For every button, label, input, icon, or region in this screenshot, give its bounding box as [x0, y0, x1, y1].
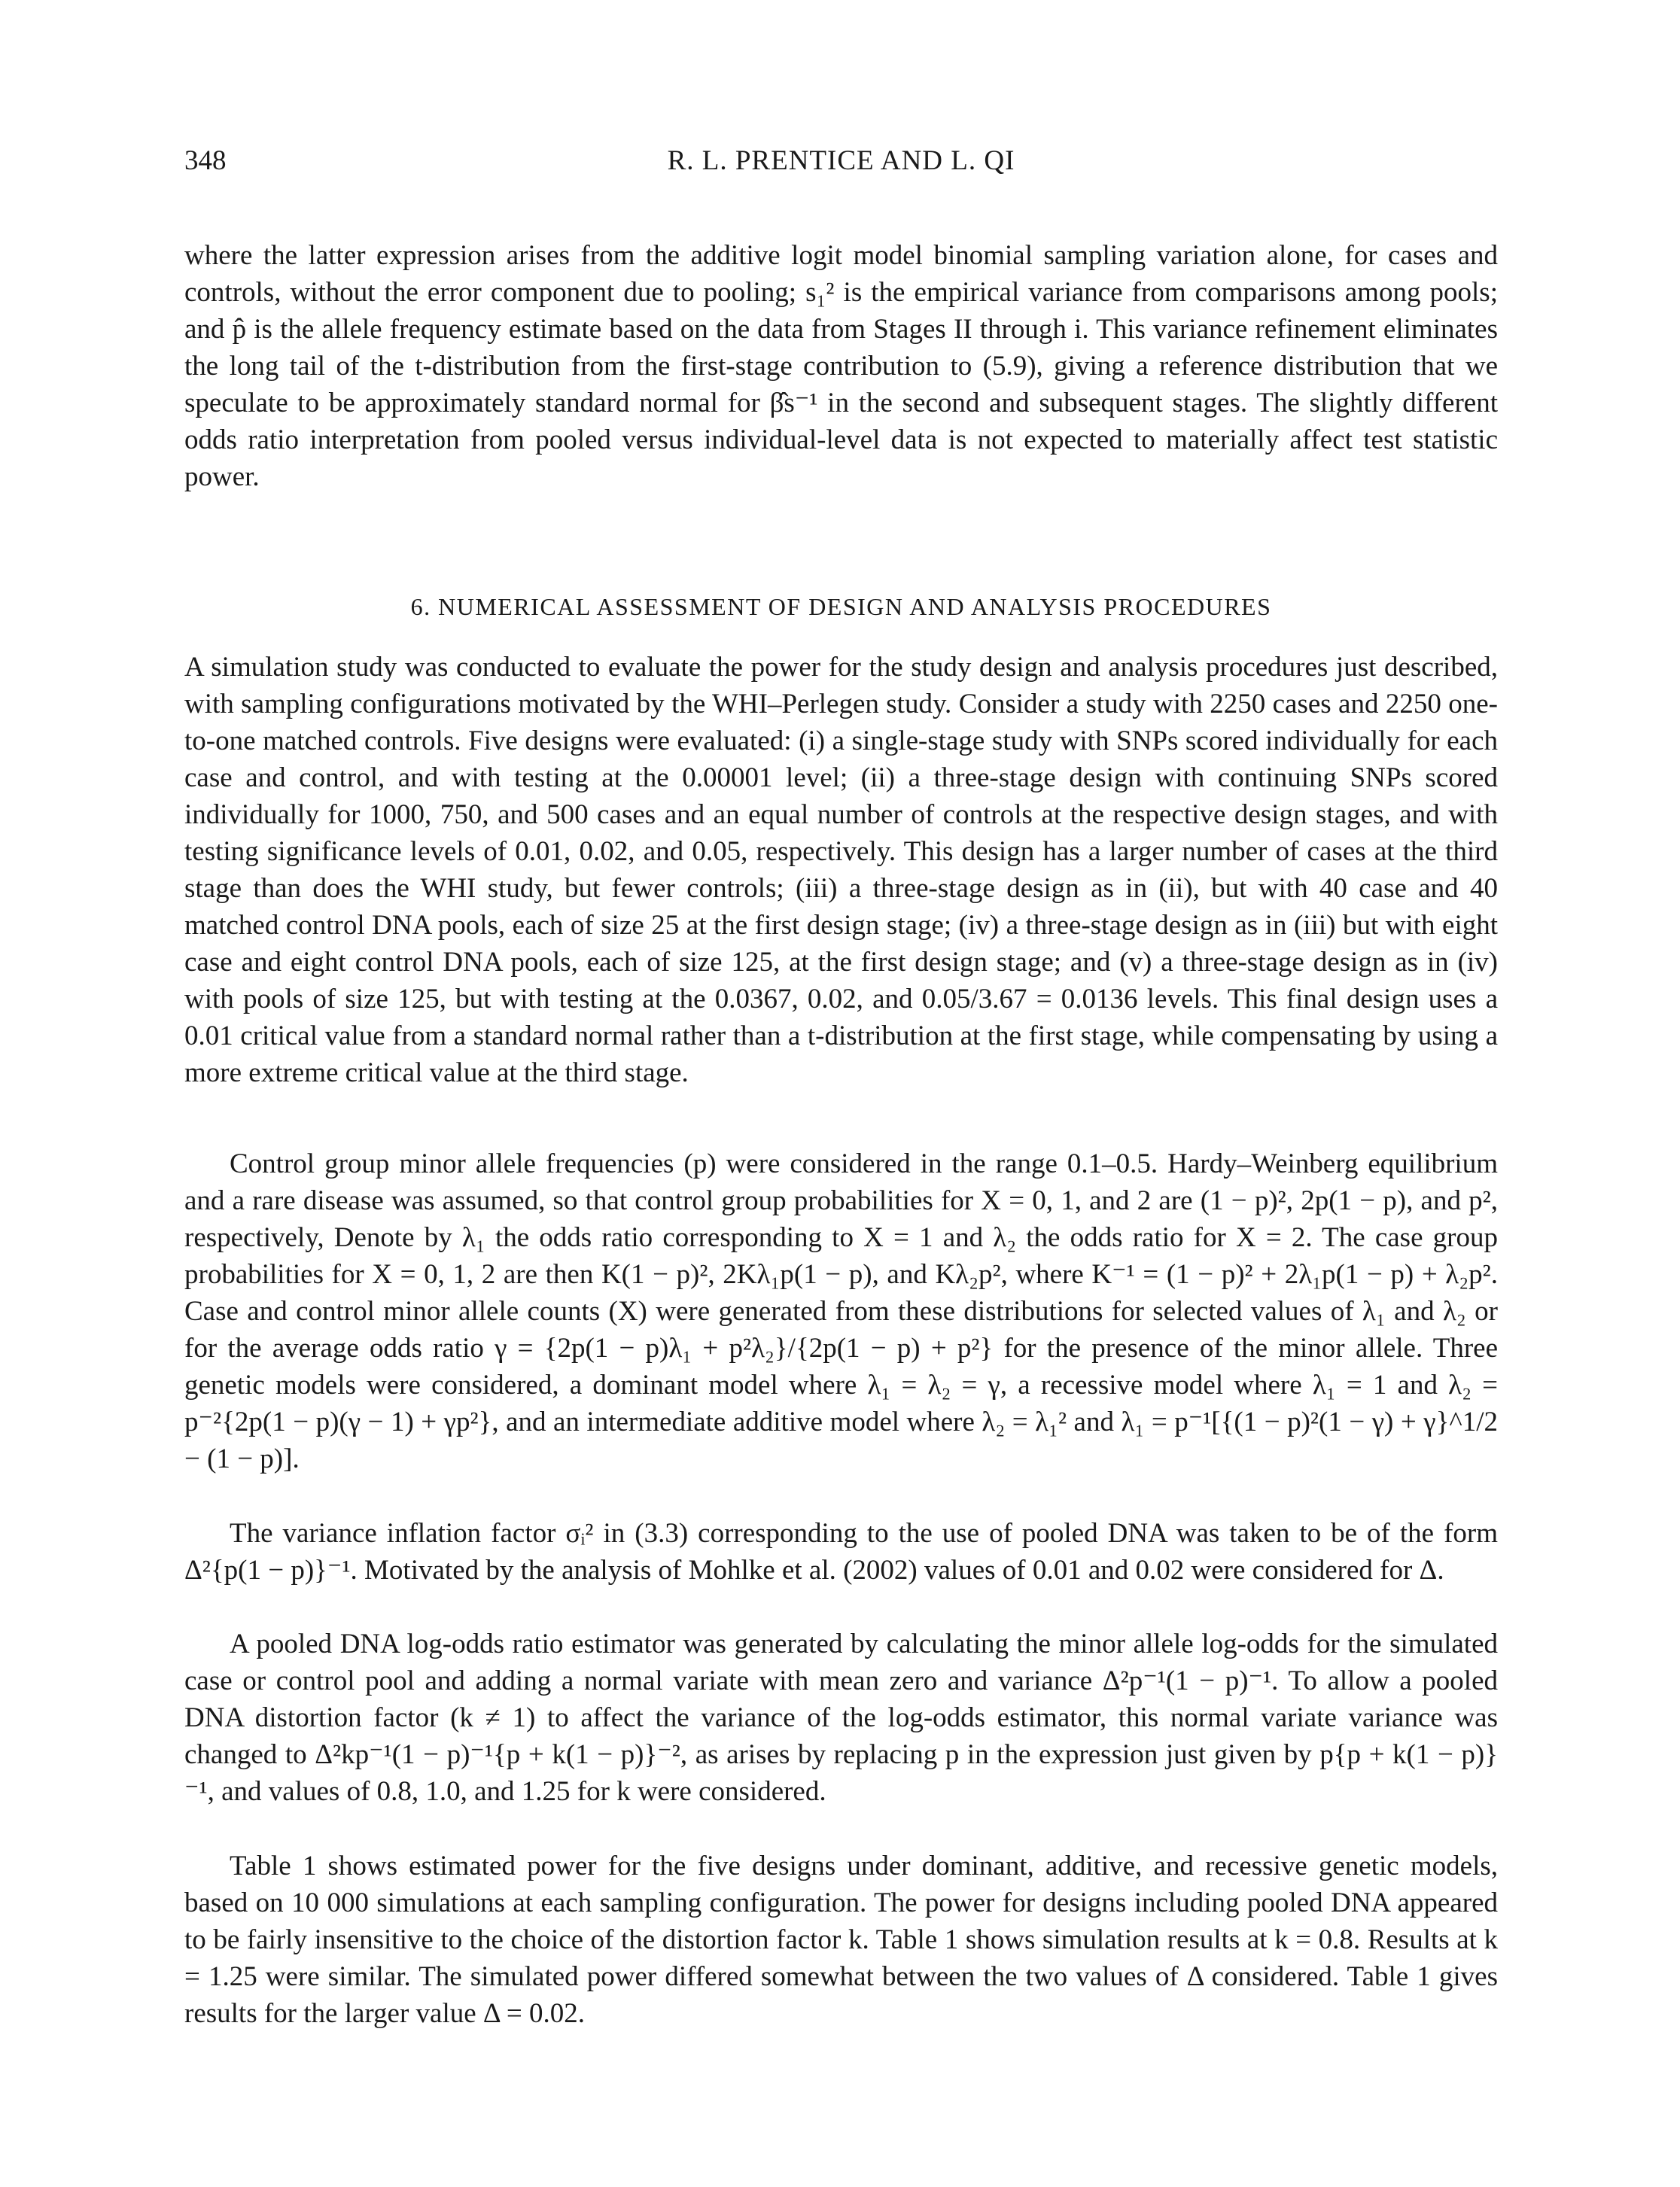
paragraph-pooled-estimator: A pooled DNA log-odds ratio estimator was generated by calculating the minor allele log-odds for the simulated case or control pool and adding a normal variate with mean zero and variance Δ²p⁻¹(1 − p)⁻¹. To allow a pooled DNA distortion factor (k ≠ 1) to affect the variance of the log-odds estimator, this normal variate variance was changed to Δ²kp⁻¹(1 − p)⁻¹{p + k(1 − p)}⁻², as arises by replacing p in the expression just given by p{p + k(1 − p)}⁻¹, and values of 0.8, 1.0, and 1.25 for k were considered.	[184, 1629, 1498, 1807]
paragraph-simulation-designs: A simulation study was conducted to evaluate the power for the study design and analysis procedures just described, with sampling configurations motivated by the WHI–Perlegen study. Consider a study with 2250 cases and 2250 one-to-one matched controls. Five designs were evaluated: (i) a single-stage study with SNPs scored individually for each case and control, and with testing at the 0.00001 level; (ii) a three-stage design with continuing SNPs scored individually for 1000, 750, and 500 cases and an equal number of controls at the respective design stages, and with testing significance levels of 0.01, 0.02, and 0.05, respectively. This design has a larger number of cases at the third stage than does the WHI study, but fewer controls; (iii) a three-stage design as in (ii), but with 40 case and 40 matched control DNA pools, each of size 25 at the first design stage; (iv) a three-stage design as in (iii) but with eight case and eight control DNA pools, each of size 125, at the first design stage; and (v) a three-stage design as in (iv) with pools of size 125, but with testing at the 0.0367, 0.02, and 0.05/3.67 = 0.0136 levels. This final design uses a 0.01 critical value from a standard normal rather than a t-distribution at the first stage, while compensating by using a more extreme critical value at the third stage.	[184, 652, 1498, 1088]
page-number: 348	[184, 145, 227, 176]
paragraph-genetic-models: Control group minor allele frequencies (p) were considered in the range 0.1–0.5. Hardy–Weinberg equilibrium and a rare disease was assumed, so that control group probabilities for X = 0, 1, and 2 are (1 − p)², 2p(1 − p), and p², respectively, Denote by λ₁ the odds ratio corresponding to X = 1 and λ₂ the odds ratio for X = 2. The case group probabilities for X = 0, 1, 2 are then K(1 − p)², 2Kλ₁p(1 − p), and Kλ₂p², where K⁻¹ = (1 − p)² + 2λ₁p(1 − p) + λ₂p². Case and control minor allele counts (X) were generated from these distributions for selected values of λ₁ and λ₂ or for the average odds ratio γ = {2p(1 − p)λ₁ + p²λ₂}/{2p(1 − p) + p²} for the presence of the minor allele. Three genetic models were considered, a dominant model where λ₁ = λ₂ = γ, a recessive model where λ₁ = 1 and λ₂ = p⁻²{2p(1 − p)(γ − 1) + γp²}, and an intermediate additive model where λ₂ = λ₁² and λ₁ = p⁻¹[{(1 − p)²(1 − γ) + γ}^1/2 − (1 − p)].	[184, 1148, 1498, 1474]
page-header	[184, 144, 1498, 182]
paragraph-table-summary: Table 1 shows estimated power for the five designs under dominant, additive, and recessive genetic models, based on 10 000 simulations at each sampling configuration. The power for designs including pooled DNA appeared to be fairly insensitive to the choice of the distortion factor k. Table 1 shows simulation results at k = 0.8. Results at k = 1.25 were similar. The simulated power differed somewhat between the two values of Δ considered. Table 1 gives results for the larger value Δ = 0.02.	[184, 1851, 1498, 2029]
running-head: R. L. PRENTICE AND L. QI	[667, 145, 1015, 176]
section-heading: 6. NUMERICAL ASSESSMENT OF DESIGN AND ANALYSIS PROCEDURES	[410, 593, 1272, 620]
paragraph-continuation: where the latter expression arises from the additive logit model binomial sampling variation alone, for cases and controls, without the error component due to pooling; s₁² is the empirical variance from comparisons among pools; and p̂ is the allele frequency estimate based on the data from Stages II through i. This variance refinement eliminates the long tail of the t-distribution from the first-stage contribution to (5.9), giving a reference distribution that we speculate to be approximately standard normal for β̂s⁻¹ in the second and subsequent stages. The slightly different odds ratio interpretation from pooled versus individual-level data is not expected to materially affect test statistic power.	[184, 240, 1498, 492]
paragraph-variance-inflation: The variance inflation factor σᵢ² in (3.3) corresponding to the use of pooled DNA was taken to be of the form Δ²{p(1 − p)}⁻¹. Motivated by the analysis of Mohlke et al. (2002) values of 0.01 and 0.02 were considered for Δ.	[184, 1518, 1498, 1586]
